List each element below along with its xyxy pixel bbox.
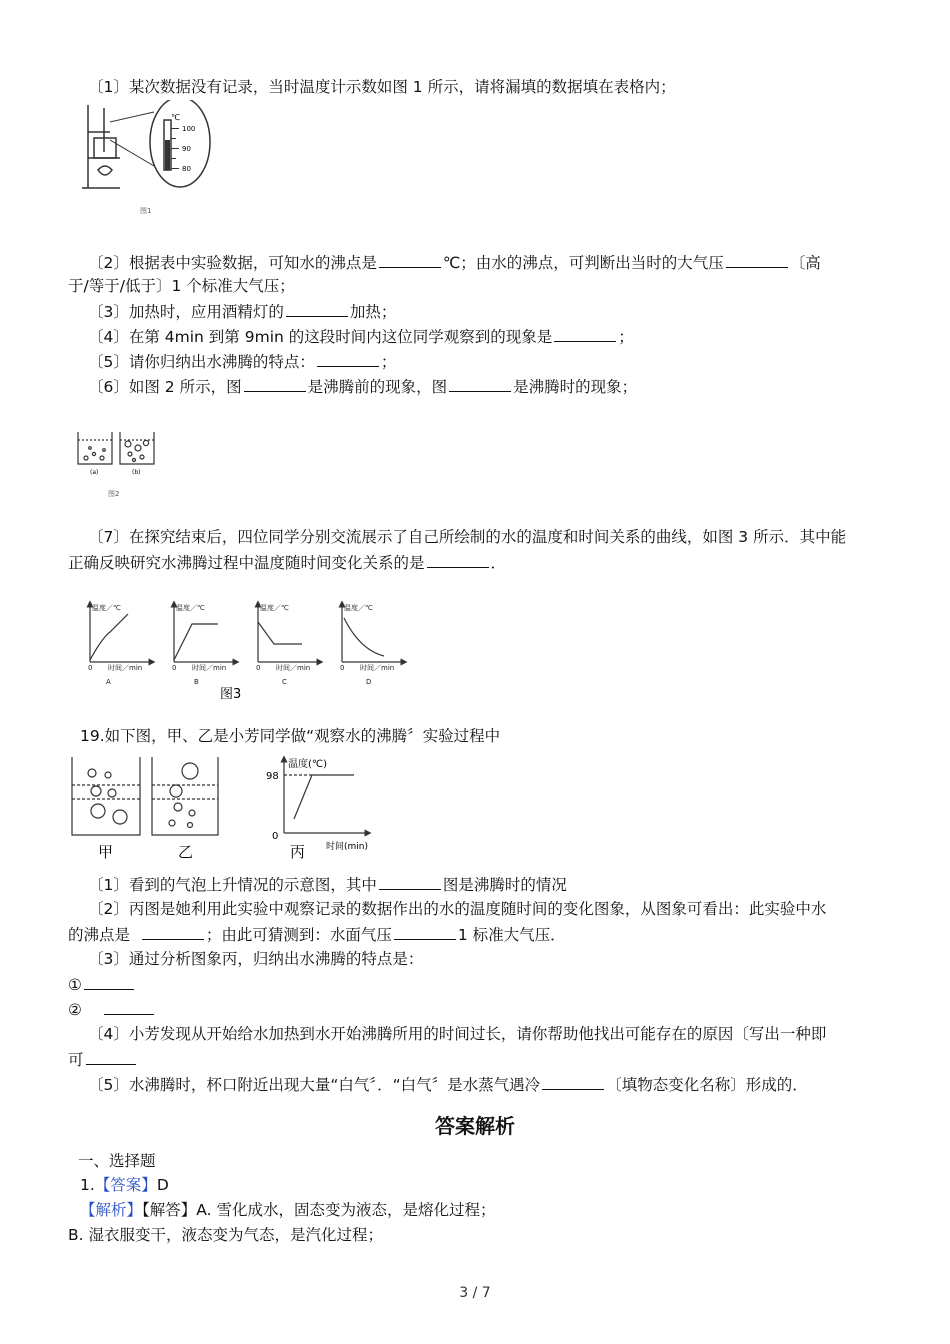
blank-boiling-point[interactable] (379, 251, 441, 268)
fig3-origin-b: 0 (172, 664, 177, 672)
blank-flame[interactable] (286, 300, 348, 317)
fig3-panel-a: A (106, 678, 111, 686)
q19-part5: 〔5〕水沸腾时，杯口附近出现大量“白气〞．“白气〞是水蒸气遇冷 〔填物态变化名称〕形成的． (88, 1073, 808, 1096)
answer-1-b: B. 湿衣服变干，液态变为气态，是汽化过程； (68, 1226, 383, 1244)
fig3-ylabel-a: 温度／℃ (92, 604, 121, 612)
q18-part3: 〔3〕加热时，应用酒精灯的 加热； (88, 300, 396, 323)
q18-part4: 〔4〕在第 4min 到第 9min 的这段时间内这位同学观察到的现象是 ； (88, 325, 634, 348)
q19-y98: 98 (266, 771, 279, 782)
fig3-ylabel-b: 温度／℃ (176, 604, 205, 612)
fig3-xlabel-d: 时间／min (360, 664, 395, 672)
q18-part1: 〔1〕某次数据没有记录，当时温度计示数如图 1 所示，请将漏填的数据填在表格内； (88, 78, 676, 96)
answer-1: 1.【答案】D (80, 1176, 169, 1194)
fig2-a: (a) (90, 469, 99, 476)
blank-correct-graph[interactable] (427, 551, 489, 568)
q19-part2-line2: 的沸点是 ；由此可猜测到：水面气压 1 标准大气压． (68, 923, 566, 946)
fig3-panel-b: B (194, 678, 199, 686)
q18-part5: 〔5〕请你归纳出水沸腾的特点： ； (88, 350, 396, 373)
blank-during[interactable] (449, 375, 511, 392)
figure-1-thermometer (80, 100, 220, 220)
blank-before[interactable] (244, 375, 306, 392)
q19-xlabel: 时间(min) (326, 842, 368, 852)
fig3-origin-d: 0 (340, 664, 345, 672)
q19-part4-line2: 可 (68, 1048, 138, 1071)
q18-part7-line2: 正确反映研究水沸腾过程中温度随时间变化关系的是 ． (68, 551, 506, 574)
answers-section: 一、选择题 (78, 1152, 156, 1170)
fig3-panel-c: C (282, 678, 287, 686)
fig2-label: 图2 (108, 490, 120, 498)
q18-part6: 〔6〕如图 2 所示，图 是沸腾前的现象，图 是沸腾时的现象； (88, 375, 637, 398)
fig1-tick-100: 100 (182, 125, 196, 133)
fig2-b: (b) (132, 469, 141, 476)
fig1-tick-90: 90 (182, 145, 191, 153)
blank-q19-2b[interactable] (394, 923, 456, 940)
q19-origin: 0 (272, 831, 279, 842)
q19-intro: 19.如下图，甲、乙是小芳同学做“观察水的沸腾〞实验过程中 (80, 727, 501, 745)
figure-q19 (68, 755, 388, 865)
page-number: 3 / 7 (459, 1285, 491, 1301)
q19-label-yi: 乙 (178, 843, 194, 861)
blank-q19-3b[interactable] (104, 998, 154, 1015)
fig3-panel-d: D (366, 678, 372, 686)
q18-part2-line2: 于/等于/低于〕1 个标准大气压； (68, 277, 295, 295)
fig3-ylabel-c: 温度／℃ (260, 604, 289, 612)
q19-part1: 〔1〕看到的气泡上升情况的示意图，其中 图是沸腾时的情况 (88, 873, 567, 896)
q19-choice-1: ① (68, 973, 136, 996)
q19-label-jia: 甲 (98, 843, 114, 861)
blank-q19-2a[interactable] (142, 923, 204, 940)
blank-q19-5[interactable] (542, 1073, 604, 1090)
answers-title: 答案解析 (435, 1114, 515, 1138)
fig3-xlabel-c: 时间／min (276, 664, 311, 672)
q18-part7-line1: 〔7〕在探究结束后，四位同学分别交流展示了自己所绘制的水的温度和时间关系的曲线，如图 3 所示．其中能 (88, 528, 847, 546)
q19-part3: 〔3〕通过分析图象丙，归纳出水沸腾的特点是： (88, 950, 424, 968)
figure-3-graphs (80, 600, 420, 705)
q19-choice-2: ② (68, 998, 156, 1021)
blank-pressure[interactable] (726, 251, 788, 268)
fig1-tick-80: 80 (182, 165, 191, 173)
fig1-label: 图1 (140, 207, 152, 215)
blank-q19-3a[interactable] (84, 973, 134, 990)
answer-1-explain: 【解析】【解答】A. 雪化成水，固态变为液态，是熔化过程； (80, 1201, 496, 1219)
q19-label-bing: 丙 (290, 843, 306, 861)
q19-ylabel: 温度(℃) (288, 759, 328, 770)
fig3-xlabel-a: 时间／min (108, 664, 143, 672)
q18-part2-line1: 〔2〕根据表中实验数据，可知水的沸点是 ℃；由水的沸点，可判断出当时的大气压 〔高 (88, 251, 821, 274)
q19-part4-line1: 〔4〕小芳发现从开始给水加热到水开始沸腾所用的时间过长，请你帮助他找出可能存在的原因〔写出一种即 (88, 1025, 827, 1043)
blank-q19-4[interactable] (86, 1048, 136, 1065)
fig3-origin-c: 0 (256, 664, 261, 672)
fig3-label: 图3 (220, 687, 242, 702)
fig3-origin-a: 0 (88, 664, 93, 672)
blank-feature[interactable] (317, 350, 379, 367)
blank-q19-1[interactable] (379, 873, 441, 890)
figure-2-beakers (74, 428, 164, 503)
fig1-unit: ℃ (171, 113, 180, 122)
fig3-ylabel-d: 温度／℃ (344, 604, 373, 612)
blank-phenomenon[interactable] (554, 325, 616, 342)
q19-part2-line1: 〔2〕丙图是她利用此实验中观察记录的数据作出的水的温度随时间的变化图象，从图象可看出：此实验中水 (88, 900, 827, 918)
fig3-xlabel-b: 时间／min (192, 664, 227, 672)
